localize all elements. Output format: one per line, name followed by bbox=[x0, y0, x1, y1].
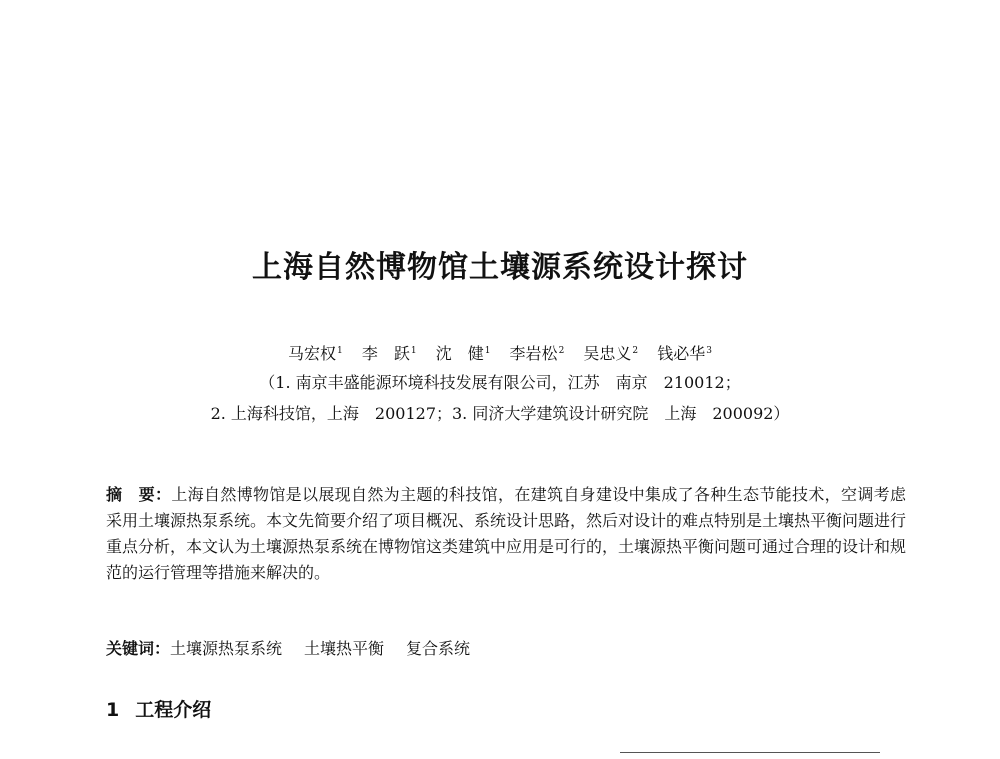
author-name: 李 跃 bbox=[361, 344, 410, 364]
author-affiliation-mark: 2 bbox=[632, 346, 639, 356]
section-heading bbox=[106, 696, 211, 724]
paper-title: 上海自然博物馆土壤源系统设计探讨 bbox=[252, 250, 748, 285]
keyword: 复合系统 bbox=[406, 639, 471, 658]
keywords bbox=[106, 637, 906, 661]
author-name: 李岩松 bbox=[509, 344, 558, 364]
author-name: 沈 健 bbox=[435, 344, 484, 364]
author bbox=[510, 344, 565, 363]
keyword: 土壤源热泵系统 bbox=[170, 639, 283, 658]
author-affiliation-mark: 1 bbox=[337, 346, 343, 356]
abstract-label: 摘 要： bbox=[106, 485, 172, 504]
footnote-divider bbox=[620, 752, 880, 753]
author bbox=[436, 344, 491, 363]
abstract-text: 上海自然博物馆是以展现自然为主题的科技馆，在建筑自身建设中集成了各种生态节能技术，空调考虑采用土壤源热泵系统。本文先简要介绍了项目概况、系统设计思路，然后对设计的难点特别是土壤热平衡问题进行重点分析，本文认为土壤源热泵系统在博物馆这类建筑中应用是可行的，土壤源热平衡问题可通过合理的设计和规范的运行管理等措施来解决的。 bbox=[106, 485, 907, 582]
keyword: 土壤热平衡 bbox=[304, 639, 385, 658]
affiliation-line: （1. 南京丰盛能源环境科技发展有限公司，江苏 南京 210012； bbox=[259, 373, 741, 392]
author-affiliation-mark: 1 bbox=[410, 346, 417, 356]
author-name: 吴忠义 bbox=[583, 344, 632, 364]
keywords-label: 关键词： bbox=[106, 639, 171, 658]
author-affiliation-mark: 3 bbox=[706, 346, 712, 356]
affiliation-line: 2. 上海科技馆，上海 200127；3. 同济大学建筑设计研究院 上海 200092） bbox=[210, 404, 790, 423]
section-number: 1 bbox=[106, 699, 120, 721]
author-list bbox=[0, 340, 1000, 365]
abstract bbox=[106, 482, 906, 586]
author bbox=[583, 344, 638, 363]
author-name: 马宏权 bbox=[288, 344, 337, 364]
section-title: 工程介绍 bbox=[135, 699, 212, 721]
author-affiliation-mark: 1 bbox=[484, 346, 491, 356]
author-affiliation-mark: 2 bbox=[558, 346, 565, 356]
author bbox=[657, 344, 712, 363]
author bbox=[362, 344, 417, 363]
author bbox=[288, 344, 343, 363]
author-name: 钱必华 bbox=[657, 344, 706, 364]
